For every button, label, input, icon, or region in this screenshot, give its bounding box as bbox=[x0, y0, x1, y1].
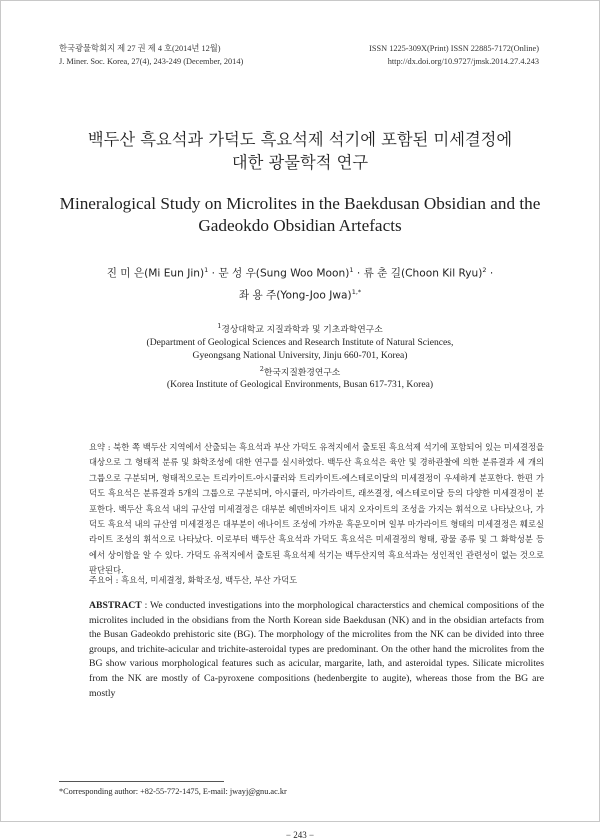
footnote-divider bbox=[59, 781, 224, 782]
author-ryu: 류 춘 길(Choon Kil Ryu) bbox=[363, 267, 483, 280]
author-moon: 문 성 우(Sung Woo Moon) bbox=[218, 267, 350, 280]
journal-header-right bbox=[369, 43, 539, 68]
issn-line: ISSN 1225-309X(Print) ISSN 22885-7172(Online) bbox=[369, 44, 539, 53]
author-jin-affil: 1 bbox=[204, 266, 209, 274]
title-english-line-2: Gadeokdo Obsidian Artefacts bbox=[198, 215, 402, 235]
author-moon-affil: 1 bbox=[349, 266, 354, 274]
corresponding-author-footnote: *Corresponding author: +82-55-772-1475, E-mail: jwayj@gnu.ac.kr bbox=[59, 787, 287, 796]
title-english-line-1: Mineralogical Study on Microlites in the Baekdusan Obsidian and the bbox=[59, 194, 541, 213]
abstract-korean-body: 북한 쪽 백두산 지역에서 산출되는 흑요석과 부산 가덕도 유적지에서 출토된 흑요석제 석기에 포함되어 있는 미세결정을 대상으로 그 형태적 분류 및 화학조성에 대한 연구를 실시하였다. 백두산 흑요석은 육안 및 경하관찰에 의한 분류결과 세 개의 그룹으로 구분되며, 형태적으로는 트리카이트-아시큘러와 트리카이트-에스테로이달의 미세결정이 우세하게 분포한다. 한편 가덕도 흑요석은 분류결과 5개의 그룹으로 구분되며, 아시큘러, 마가라이트, 래쓰결정, 에스테로이달 등의 다양한 미세결정이 분포한다. 백두산 흑요석 내의 규산염 미세결정은 대부분 헤덴버자이트 내지 오자이트의 조성을 가지는 휘석으로 나타났으나, 가덕도 흑요석 내의 규산염 미세결정은 대부분이 애나이트 조성에 가까운 흑운모이며 일부 마가라이트 형태의 미세결정은 훼로실라이트 조성의 휘석으로 나타났다. 이로부터 백두산 흑요석과 가덕도 흑요석은 미세결정의 형태, 광물 종류 및 그 화학성분 등에서 상이함을 알 수 있다. 가덕도 유적지에서 출토된 흑요석제 석기는 백두산지역 흑요석과는 성인적인 관련성이 없는 것으로 판단된다. bbox=[89, 442, 544, 576]
page-number: − 243 − bbox=[285, 830, 315, 840]
affiliation-2-korean: $^2$한국지질환경연구소 bbox=[259, 364, 341, 378]
title-korean bbox=[40, 128, 560, 174]
abstract-korean-label: 요약 : bbox=[89, 442, 114, 452]
author-jin: 진 미 은(Mi Eun Jin) bbox=[106, 267, 205, 280]
affiliation-2-marker: 2 bbox=[259, 364, 264, 373]
affiliations bbox=[40, 320, 560, 392]
journal-header-left bbox=[59, 43, 243, 68]
author-line-1 bbox=[40, 261, 560, 283]
author-separator: · bbox=[353, 267, 364, 280]
abstract-english-colon: : bbox=[141, 600, 150, 611]
affiliation-1-marker: 1 bbox=[217, 322, 222, 330]
abstract-korean bbox=[89, 440, 544, 579]
keywords-list: 흑요석, 미세결정, 화학조성, 백두산, 부산 가덕도 bbox=[121, 575, 298, 585]
affiliation-1-korean: $^1$경상대학교 지질과학과 및 기초과학연구소 bbox=[217, 322, 383, 335]
author-jwa-affil: 1,* bbox=[351, 287, 362, 296]
journal-citation-ko: 한국광물학회지 제 27 권 제 4 호(2014년 12월) bbox=[59, 44, 221, 53]
author-list bbox=[40, 261, 560, 304]
author-jwa: 좌 용 주(Yong-Joo Jwa) bbox=[238, 289, 352, 302]
author-ryu-affil: 2 bbox=[482, 266, 487, 274]
doi-link[interactable]: http://dx.doi.org/10.9727/jmsk.2014.27.4.243 bbox=[387, 56, 539, 66]
title-korean-line-1: 백두산 흑요석과 가덕도 흑요석제 석기에 포함된 미세결정에 bbox=[87, 130, 513, 149]
keywords-korean bbox=[89, 573, 544, 588]
affiliation-1-english-line-1: (Department of Geological Sciences and Research Institute of Natural Sciences, bbox=[146, 336, 454, 348]
title-korean-line-2: 대한 광물학적 연구 bbox=[231, 153, 369, 172]
author-line-2 bbox=[40, 283, 560, 305]
journal-citation-en: J. Miner. Soc. Korea, 27(4), 243-249 (December, 2014) bbox=[59, 56, 244, 66]
affiliation-2-english: (Korea Institute of Geological Environments, Busan 617-731, Korea) bbox=[166, 379, 434, 391]
author-separator: · bbox=[208, 267, 219, 280]
abstract-english bbox=[89, 599, 544, 701]
abstract-english-label: ABSTRACT bbox=[89, 600, 142, 611]
author-separator: · bbox=[486, 267, 494, 280]
abstract-english-body: We conducted investigations into the morphological characterstics and chemical compositions of the microlites included in the obsidians from the North Korean side Baekdusan (NK) and in the obsidian artefacts from the Busan Gadeokdo prehistoric site (BG). The morphology of the microlites from the NK can be divided into three groups, and trichite-acicular and trichite-asteroidal types are predominant. On the other hand the microlites from the BG show various morphological features such as acicular, margarite, lath, and asteroidal types. Silicate microlites from the NK are mostly of Ca-pyroxene compositions (hedenbergite to augite), whereas those from the BG are mostly bbox=[89, 600, 544, 699]
keywords-label: 주요어 : bbox=[89, 575, 122, 585]
affiliation-1-english-line-2: Gyeongsang National University, Jinju 660-701, Korea) bbox=[192, 349, 408, 361]
title-english bbox=[40, 193, 560, 236]
